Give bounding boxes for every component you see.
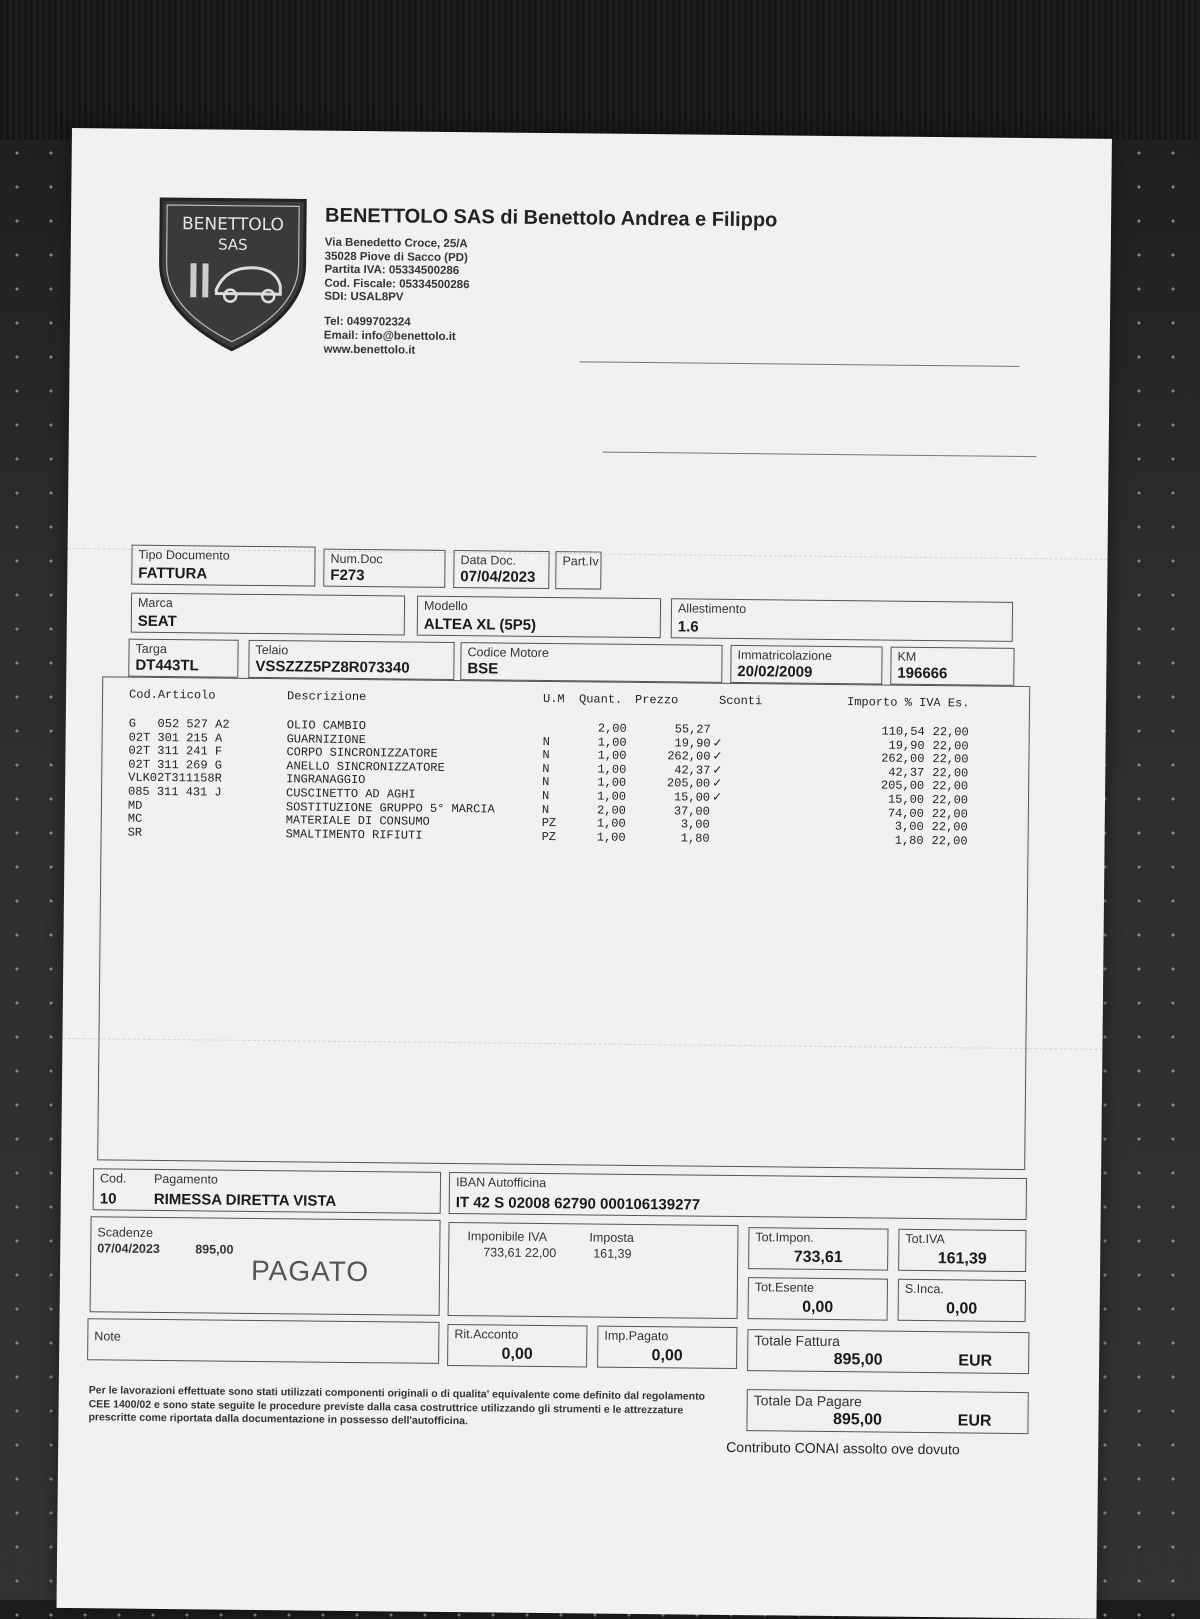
- totale-pagare-label: Totale Da Pagare: [753, 1392, 862, 1410]
- imponibile-label: Imponibile IVA: [467, 1229, 548, 1245]
- marca-label: Marca: [137, 595, 173, 611]
- motore-box: [460, 642, 722, 683]
- item-iva: 22,00: [931, 806, 968, 822]
- item-um: N: [542, 748, 550, 763]
- item-amount: 110,54: [881, 724, 925, 739]
- check-mark-icon: ✓: [712, 749, 723, 765]
- conai-note: Contributo CONAI assolto ove dovuto: [726, 1438, 960, 1458]
- item-um: N: [541, 802, 550, 817]
- item-desc: INGRANAGGIO: [286, 772, 366, 788]
- item-qty: 1,00: [596, 830, 626, 845]
- item-code: 02T 311 269 G: [128, 757, 223, 773]
- item-iva: 22,00: [931, 820, 968, 835]
- tot-iva-label: Tot.IVA: [905, 1231, 945, 1247]
- item-code: MD: [127, 798, 143, 813]
- iban-label: IBAN Autofficina: [455, 1175, 547, 1191]
- item-code: MC: [127, 811, 143, 826]
- address-line: Partita IVA: 05334500286: [324, 263, 460, 278]
- allestimento-value: 1.6: [677, 618, 699, 636]
- item-qty: 1,00: [596, 816, 626, 832]
- imposta-value: 161,39: [593, 1246, 632, 1261]
- item-qty: 1,00: [597, 735, 627, 750]
- totale-pagare-value: 895,00: [832, 1411, 883, 1429]
- modello-box: [417, 596, 661, 639]
- totale-pagare-currency: EUR: [957, 1412, 992, 1430]
- item-qty: 1,00: [597, 789, 627, 804]
- item-iva: 22,00: [931, 793, 969, 808]
- item-desc: CUSCINETTO AD AGHI: [285, 786, 416, 802]
- item-desc: SOSTITUZIONE GRUPPO 5° MARCIA: [285, 799, 495, 817]
- item-price: 3,00: [680, 817, 710, 832]
- company-name: BENETTOLO SAS di Benettolo Andrea e Filippo: [324, 204, 778, 232]
- modello-label: Modello: [423, 598, 468, 614]
- scadenze-label: Scadenze: [97, 1225, 154, 1240]
- item-amount: 3,00: [894, 819, 924, 835]
- check-mark-icon: ✓: [712, 777, 723, 792]
- item-price: 19,90: [674, 735, 711, 751]
- doc-type-value: FATTURA: [138, 564, 208, 583]
- imp-pagato-label: Imp.Pagato: [604, 1328, 669, 1344]
- imp-pagato-box: [597, 1326, 737, 1369]
- telaio-value: VSSZZZ5PZ8R073340: [255, 657, 410, 677]
- tot-iva-box: [898, 1229, 1026, 1272]
- modello-value: ALTEA XL (5P5): [423, 615, 537, 634]
- header-price: Prezzo: [634, 692, 679, 708]
- tot-impon-value: 733,61: [793, 1248, 843, 1267]
- item-qty: 1,00: [597, 775, 627, 791]
- item-amount: 15,00: [887, 792, 925, 807]
- totale-fattura-value: 895,00: [833, 1351, 883, 1369]
- item-price: 205,00: [666, 776, 711, 792]
- allestimento-label: Allestimento: [677, 601, 747, 617]
- item-qty: 2,00: [596, 803, 626, 818]
- header-desc: Descrizione: [286, 689, 367, 705]
- targa-box: [128, 639, 238, 678]
- km-box: [890, 647, 1014, 686]
- item-price: 55,27: [674, 722, 711, 737]
- rit-acconto-value: 0,00: [501, 1345, 533, 1363]
- iva-breakdown-box: [448, 1222, 739, 1319]
- contact-line: Email: info@benettolo.it: [323, 329, 456, 344]
- km-label: KM: [897, 649, 917, 664]
- item-code: 085 311 431 J: [127, 784, 222, 800]
- item-price: 262,00: [667, 749, 711, 764]
- item-amount: 262,00: [881, 751, 925, 767]
- pagamento-value: RIMESSA DIRETTA VISTA: [153, 1190, 337, 1210]
- company-address: [324, 237, 470, 306]
- item-amount: 42,37: [888, 765, 925, 780]
- item-um: N: [541, 788, 550, 804]
- s-inca-label: S.Inca.: [904, 1281, 944, 1297]
- item-um: PZ: [541, 829, 557, 844]
- iban-box: [449, 1172, 1027, 1220]
- motore-label: Codice Motore: [467, 645, 549, 661]
- s-inca-value: 0,00: [946, 1300, 978, 1318]
- scadenze-amount: 895,00: [195, 1242, 234, 1257]
- item-code: 02T 301 215 A: [128, 730, 223, 746]
- item-um: N: [542, 775, 550, 790]
- imp-pagato-value: 0,00: [651, 1347, 683, 1365]
- item-code: SR: [127, 825, 143, 840]
- payment-box: [93, 1168, 441, 1214]
- item-amount: 74,00: [887, 806, 924, 821]
- immatricolazione-box: [730, 645, 882, 685]
- item-desc: MATERIALE DI CONSUMO: [285, 813, 430, 829]
- item-price: 42,37: [674, 763, 711, 778]
- doc-type-label: Tipo Documento: [138, 547, 230, 563]
- check-mark-icon: ✓: [711, 790, 723, 805]
- cod-label: Cod.: [99, 1171, 127, 1186]
- item-iva: 22,00: [932, 752, 969, 767]
- tot-iva-value: 161,39: [937, 1250, 987, 1268]
- item-desc: CORPO SINCRONIZZATORE: [286, 745, 438, 762]
- invoice-paper: [57, 128, 1112, 1619]
- targa-label: Targa: [135, 641, 167, 657]
- item-iva: 22,00: [932, 765, 969, 781]
- doc-num-box: [323, 549, 445, 588]
- logo-line1: BENETTOLO: [181, 214, 285, 236]
- item-amount: 1,80: [894, 833, 924, 848]
- targa-value: DT443TL: [135, 656, 199, 675]
- header-amount: Importo % IVA Es.: [846, 695, 970, 711]
- logo-line2: SAS: [217, 235, 248, 254]
- item-desc: OLIO CAMBIO: [286, 718, 367, 734]
- header-um: U.M: [542, 691, 565, 707]
- s-inca-box: [898, 1279, 1026, 1322]
- item-um: PZ: [541, 816, 557, 831]
- note-label: Note: [94, 1329, 121, 1344]
- marca-box: [131, 593, 405, 636]
- doc-date-label: Data Doc.: [460, 553, 517, 568]
- marca-value: SEAT: [137, 612, 177, 631]
- doc-num-label: Num.Doc: [330, 551, 383, 567]
- item-um: N: [542, 734, 550, 749]
- tot-impon-box: [748, 1227, 888, 1270]
- tot-impon-label: Tot.Impon.: [755, 1230, 814, 1245]
- item-code: G 052 527 A2: [128, 716, 230, 732]
- partiva-box: [555, 551, 601, 589]
- tot-esente-box: [748, 1277, 888, 1320]
- km-value: 196666: [897, 664, 948, 683]
- rit-acconto-box: [447, 1324, 587, 1367]
- address-line: Via Benedetto Croce, 25/A: [324, 236, 468, 251]
- imposta-label: Imposta: [589, 1230, 634, 1245]
- immatricolazione-label: Immatricolazione: [737, 647, 833, 663]
- imponibile-value: 733,61 22,00: [483, 1245, 557, 1261]
- doc-date-box: [453, 550, 549, 589]
- item-desc: SMALTIMENTO RIFIUTI: [285, 827, 423, 843]
- item-desc: ANELLO SINCRONIZZATORE: [286, 759, 445, 775]
- company-logo: [156, 193, 310, 355]
- item-iva: 22,00: [932, 725, 969, 740]
- address-line: Cod. Fiscale: 05334500286: [324, 277, 470, 291]
- item-iva: 22,00: [931, 833, 968, 849]
- motore-value: BSE: [467, 660, 499, 678]
- rit-acconto-label: Rit.Acconto: [454, 1327, 519, 1342]
- item-code: VLK02T311158R: [128, 771, 222, 786]
- item-amount: 19,90: [888, 738, 925, 753]
- recipient-line: [580, 361, 1020, 367]
- doc-date-value: 07/04/2023: [460, 568, 536, 586]
- item-amount: 205,00: [880, 778, 925, 794]
- pagamento-label: Pagamento: [153, 1171, 219, 1187]
- item-qty: 2,00: [597, 721, 627, 736]
- doc-type-box: [131, 545, 315, 587]
- totale-fattura-label: Totale Fattura: [754, 1332, 841, 1350]
- disclaimer-text: Per le lavorazioni effettuate sono stati utilizzati componenti originali o di qualita' equivalente come definito dal regolamento CEE 1400/02 e sono state seguite le procedure previste dalla casa costruttrice utilizzando gli strumenti e le attrezzature prescritte come riportata dalla documentazione in possesso dell'autofficina.: [88, 1384, 706, 1428]
- check-mark-icon: ✓: [712, 736, 723, 751]
- item-price: 37,00: [673, 803, 710, 819]
- totale-pagare-box: [746, 1389, 1028, 1434]
- item-price: 1,80: [680, 831, 710, 846]
- allestimento-box: [671, 598, 1013, 642]
- partiva-label: Part.Iv: [562, 554, 599, 569]
- header-qty: Quant.: [578, 692, 623, 707]
- item-price: 15,00: [673, 790, 711, 805]
- check-mark-icon: ✓: [712, 763, 723, 778]
- contact-line: www.benettolo.it: [323, 343, 416, 357]
- address-line: 35028 Piove di Sacco (PD): [324, 250, 468, 264]
- telaio-label: Telaio: [255, 642, 289, 658]
- pagato-stamp: PAGATO: [250, 1254, 370, 1288]
- item-iva: 22,00: [932, 779, 969, 794]
- totale-fattura-currency: EUR: [958, 1352, 993, 1370]
- contact-line: Tel: 0499702324: [323, 315, 411, 329]
- note-box: [87, 1318, 439, 1364]
- tot-esente-label: Tot.Esente: [754, 1280, 815, 1295]
- immatricolazione-value: 20/02/2009: [737, 662, 813, 681]
- scadenze-date: 07/04/2023: [97, 1241, 160, 1256]
- item-qty: 1,00: [597, 748, 627, 764]
- header-code: Cod.Articolo: [128, 687, 216, 703]
- recipient-line: [603, 452, 1037, 458]
- telaio-box: [248, 640, 454, 680]
- item-code: 02T 311 241 F: [128, 743, 223, 759]
- car-seat-background: [0, 0, 1200, 140]
- company-contact: [324, 315, 456, 358]
- items-table: [97, 676, 1030, 1170]
- iban-value: IT 42 S 02008 62790 000106139277: [455, 1194, 701, 1214]
- item-iva: 22,00: [932, 738, 969, 754]
- address-line: SDI: USAL8PV: [324, 290, 404, 304]
- scadenze-box: [90, 1216, 441, 1316]
- header-discount: Sconti: [718, 693, 763, 709]
- item-qty: 1,00: [597, 762, 627, 777]
- doc-num-value: F273: [330, 566, 365, 585]
- totale-fattura-box: [747, 1329, 1029, 1374]
- cod-value: 10: [99, 1190, 117, 1208]
- item-um: N: [542, 761, 550, 776]
- item-desc: GUARNIZIONE: [286, 731, 366, 747]
- tot-esente-value: 0,00: [802, 1298, 834, 1317]
